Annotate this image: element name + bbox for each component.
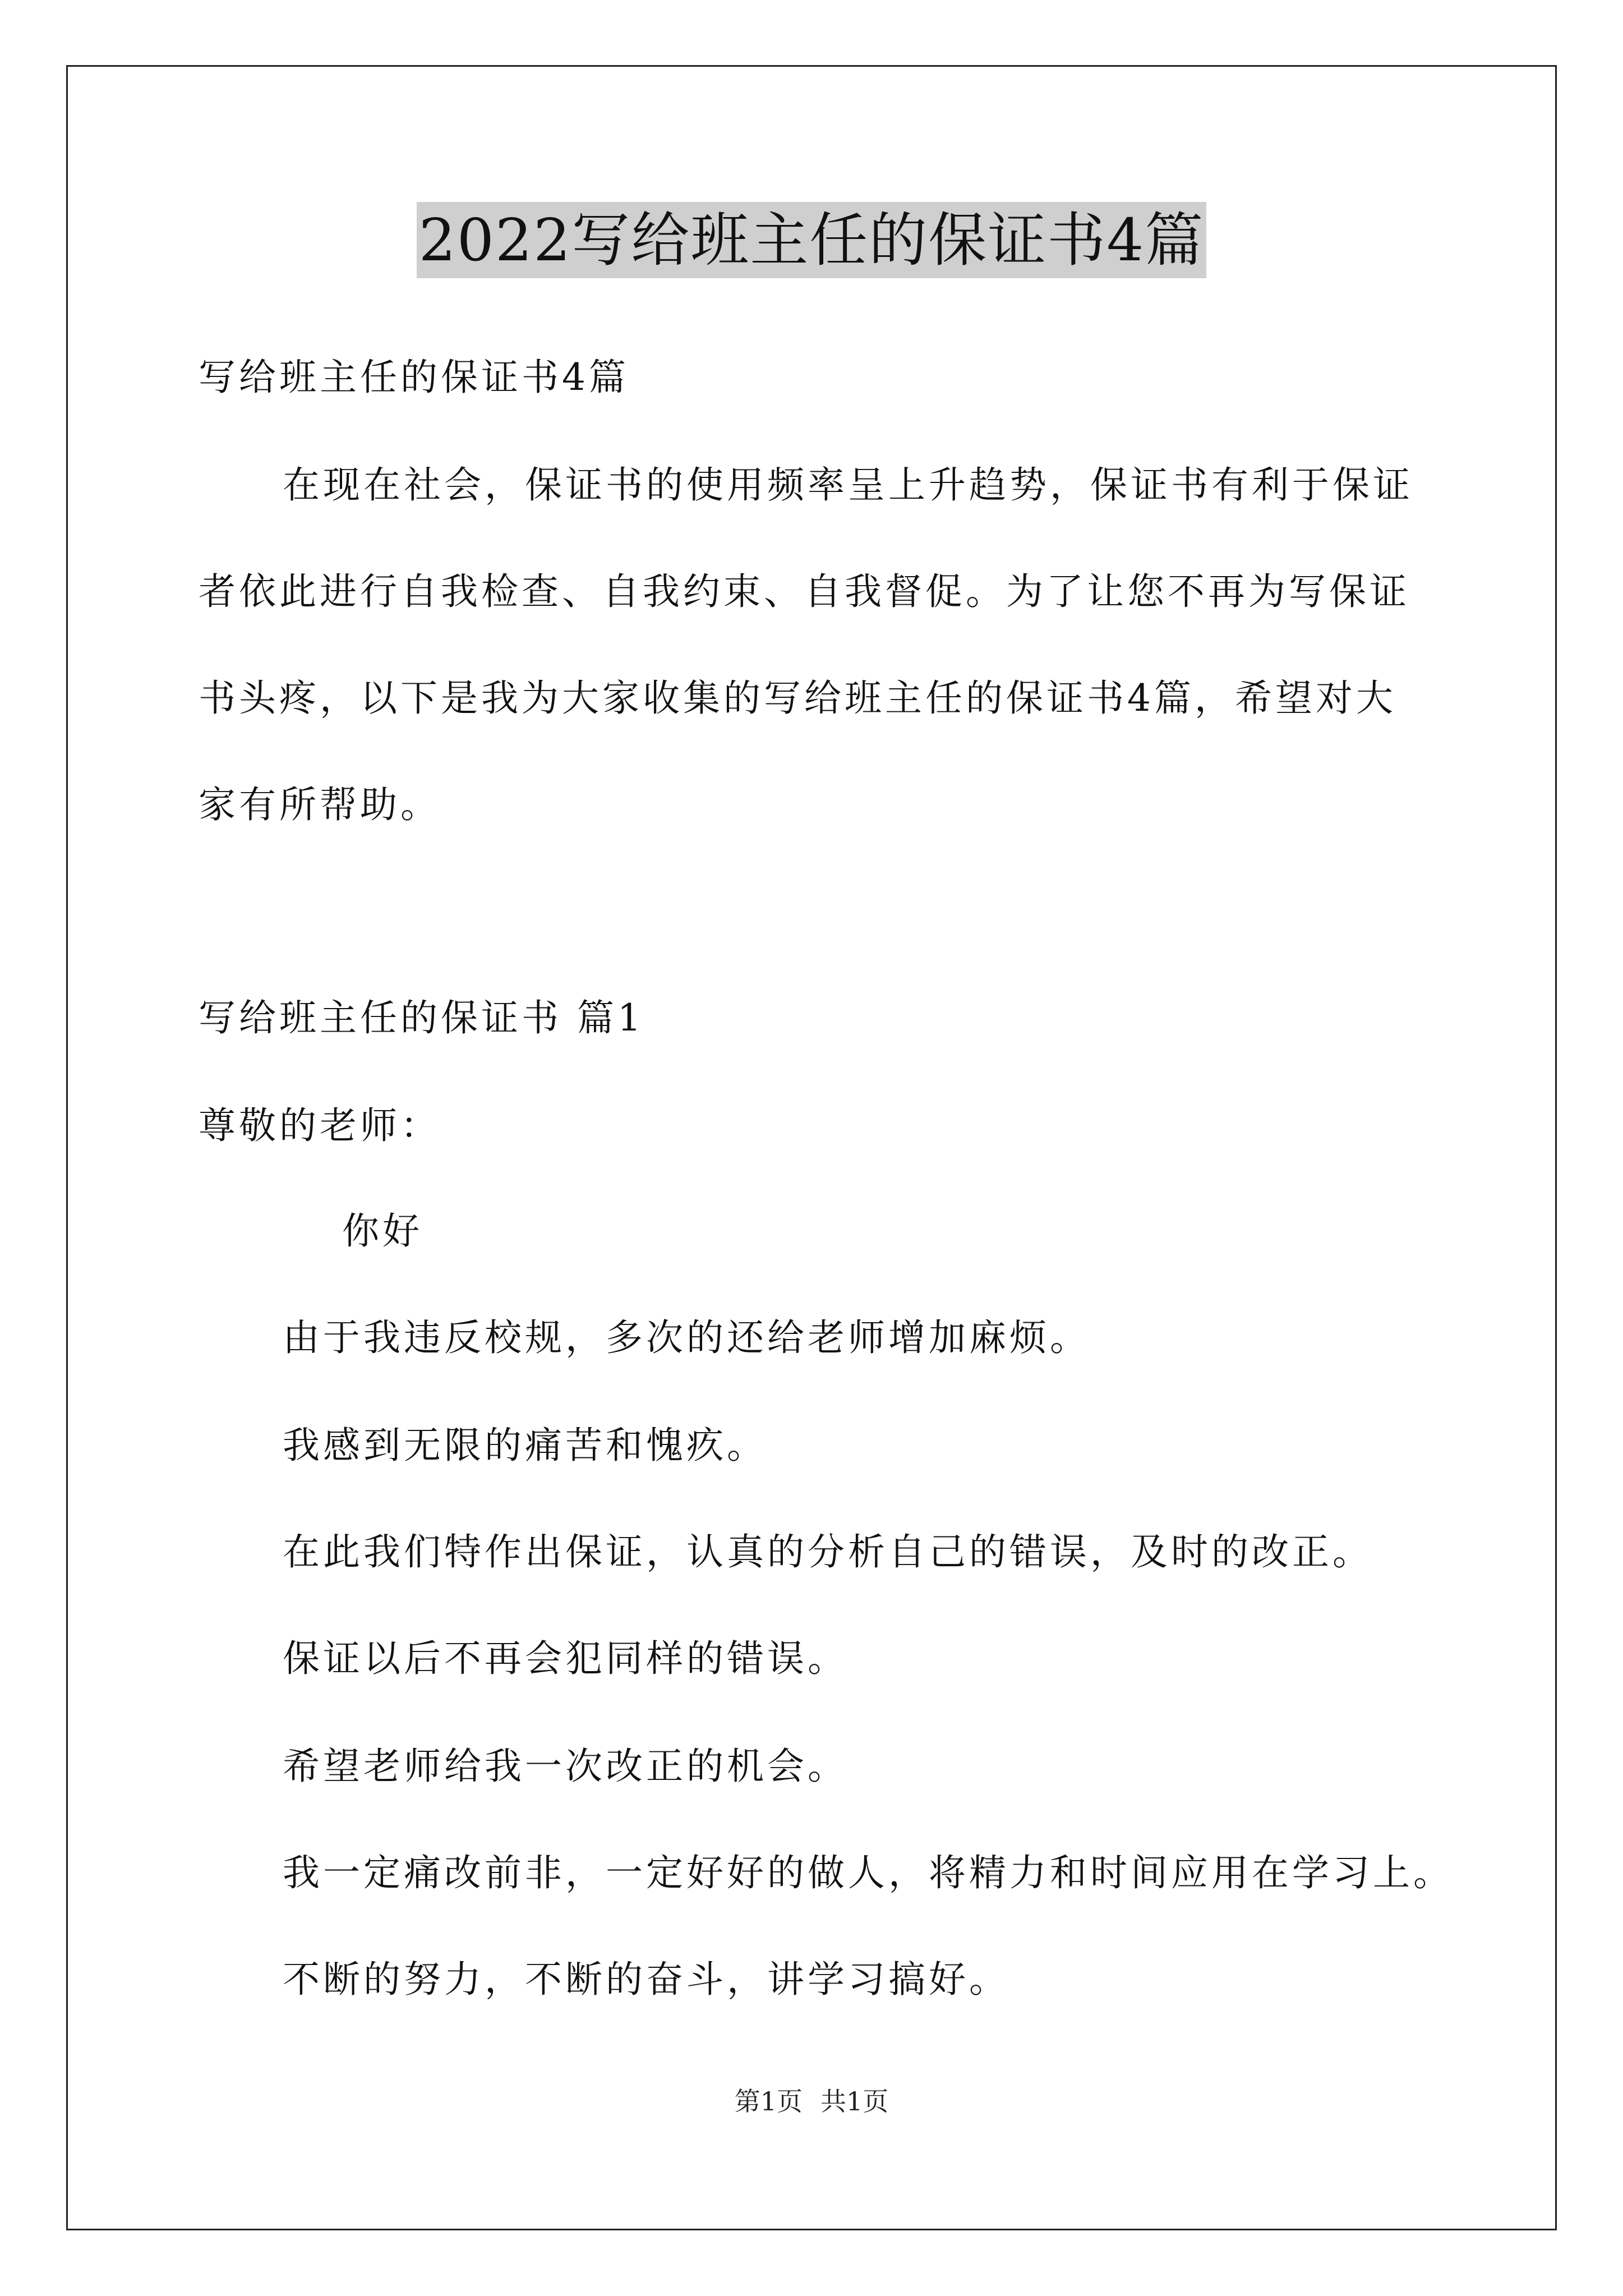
title-container (0, 202, 1623, 278)
body-line-4: 保证以后不再会犯同样的错误。 (283, 1637, 848, 1680)
intro-line-3: 书头疼，以下是我为大家收集的写给班主任的保证书4篇，希望对大 (199, 677, 1396, 720)
intro-line-4: 家有所帮助。 (199, 783, 441, 826)
intro-line-1: 在现在社会，保证书的使用频率呈上升趋势，保证书有利于保证 (283, 463, 1413, 507)
body-line-7: 不断的努力，不断的奋斗，讲学习搞好。 (283, 1958, 1009, 2001)
page-footer (0, 2085, 1623, 2118)
body-line-1: 由于我违反校规，多次的还给老师增加麻烦。 (283, 1316, 1090, 1359)
body-line-6: 我一定痛改前非，一定好好的做人，将精力和时间应用在学习上。 (283, 1851, 1454, 1894)
page-total: 共1页 (820, 2086, 889, 2116)
document-subtitle: 写给班主任的保证书4篇 (199, 356, 629, 399)
body-line-2: 我感到无限的痛苦和愧疚。 (283, 1424, 767, 1467)
body-line-5: 希望老师给我一次改正的机会。 (283, 1745, 848, 1788)
body-line-3: 在此我们特作出保证，认真的分析自己的错误，及时的改正。 (283, 1530, 1373, 1573)
page-number: 第1页 (734, 2086, 803, 2116)
intro-line-2: 者依此进行自我检查、自我约束、自我督促。为了让您不再为写保证 (199, 570, 1410, 613)
document-title: 2022写给班主任的保证书4篇 (417, 202, 1207, 278)
greeting: 你好 (342, 1209, 423, 1253)
section-heading: 写给班主任的保证书 篇1 (199, 996, 644, 1039)
salutation: 尊敬的老师： (199, 1104, 441, 1147)
